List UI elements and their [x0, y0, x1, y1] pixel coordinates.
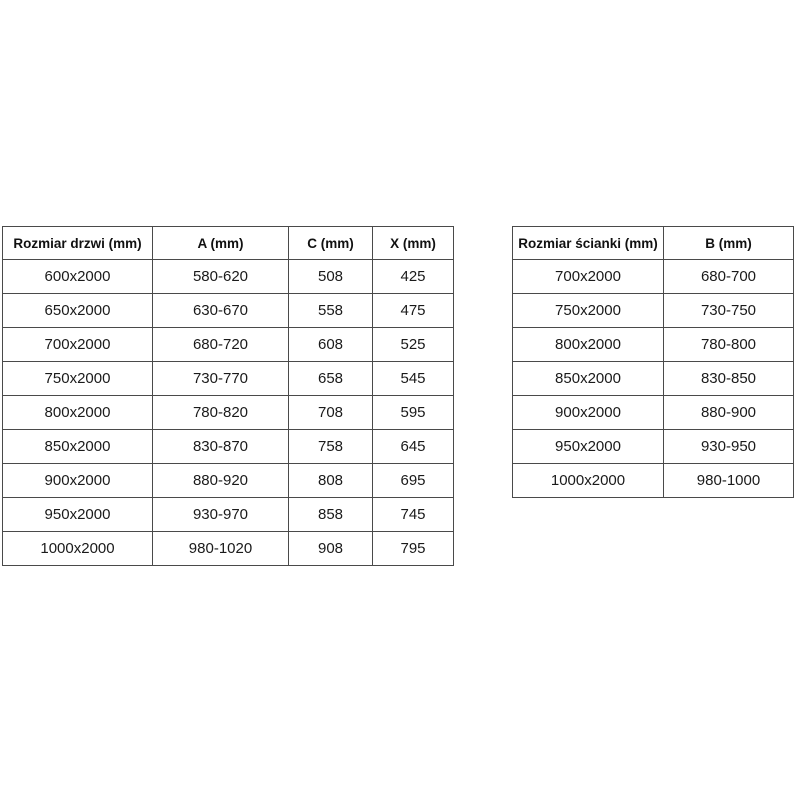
table-cell: 880-900: [664, 396, 794, 430]
table-cell: 645: [373, 430, 454, 464]
table-row: [513, 464, 794, 498]
table-cell: 730-750: [664, 294, 794, 328]
table-row: [3, 498, 454, 532]
table-cell: 1000x2000: [3, 532, 153, 566]
table-cell: 545: [373, 362, 454, 396]
header-cell: B (mm): [664, 227, 794, 260]
table-cell: 658: [289, 362, 373, 396]
table-cell: 425: [373, 260, 454, 294]
table-cell: 475: [373, 294, 454, 328]
table-cell: 650x2000: [3, 294, 153, 328]
table-cell: 745: [373, 498, 454, 532]
header-row: [513, 227, 794, 260]
table-row: [513, 328, 794, 362]
table-cell: 950x2000: [513, 430, 664, 464]
table-cell: 580-620: [153, 260, 289, 294]
table-cell: 750x2000: [3, 362, 153, 396]
table-row: [513, 396, 794, 430]
table-cell: 600x2000: [3, 260, 153, 294]
table-cell: 525: [373, 328, 454, 362]
table-cell: 900x2000: [3, 464, 153, 498]
table-row: [3, 362, 454, 396]
table-row: [3, 260, 454, 294]
table-row: [3, 430, 454, 464]
table-cell: 830-870: [153, 430, 289, 464]
table-cell: 908: [289, 532, 373, 566]
table-cell: 780-800: [664, 328, 794, 362]
table-cell: 508: [289, 260, 373, 294]
table-row: [513, 430, 794, 464]
table-cell: 850x2000: [3, 430, 153, 464]
table-cell: 808: [289, 464, 373, 498]
table-cell: 800x2000: [513, 328, 664, 362]
table-cell: 758: [289, 430, 373, 464]
table-cell: 858: [289, 498, 373, 532]
table-cell: 608: [289, 328, 373, 362]
table-row: [513, 362, 794, 396]
table-cell: 630-670: [153, 294, 289, 328]
table-cell: 800x2000: [3, 396, 153, 430]
table-cell: 700x2000: [3, 328, 153, 362]
table-row: [3, 328, 454, 362]
table-cell: 795: [373, 532, 454, 566]
table-cell: 750x2000: [513, 294, 664, 328]
table-row: [3, 532, 454, 566]
door-size-table: [2, 226, 454, 566]
table-row: [3, 396, 454, 430]
table-cell: 595: [373, 396, 454, 430]
header-cell: A (mm): [153, 227, 289, 260]
table-cell: 850x2000: [513, 362, 664, 396]
header-cell: C (mm): [289, 227, 373, 260]
table-row: [513, 260, 794, 294]
table-cell: 830-850: [664, 362, 794, 396]
header-cell: Rozmiar drzwi (mm): [3, 227, 153, 260]
table-cell: 780-820: [153, 396, 289, 430]
table-row: [3, 464, 454, 498]
table-cell: 930-970: [153, 498, 289, 532]
table-cell: 880-920: [153, 464, 289, 498]
table-cell: 700x2000: [513, 260, 664, 294]
table-cell: 1000x2000: [513, 464, 664, 498]
table-cell: 680-720: [153, 328, 289, 362]
header-cell: Rozmiar ścianki (mm): [513, 227, 664, 260]
wall-size-table-container: [512, 226, 794, 498]
table-row: [513, 294, 794, 328]
table-row: [3, 294, 454, 328]
header-row: [3, 227, 454, 260]
door-size-table-container: [2, 226, 454, 566]
header-cell: X (mm): [373, 227, 454, 260]
wall-size-table: [512, 226, 794, 498]
table-cell: 980-1000: [664, 464, 794, 498]
table-cell: 708: [289, 396, 373, 430]
table-cell: 695: [373, 464, 454, 498]
table-cell: 558: [289, 294, 373, 328]
table-cell: 930-950: [664, 430, 794, 464]
table-cell: 950x2000: [3, 498, 153, 532]
table-cell: 730-770: [153, 362, 289, 396]
table-cell: 680-700: [664, 260, 794, 294]
table-cell: 900x2000: [513, 396, 664, 430]
table-cell: 980-1020: [153, 532, 289, 566]
